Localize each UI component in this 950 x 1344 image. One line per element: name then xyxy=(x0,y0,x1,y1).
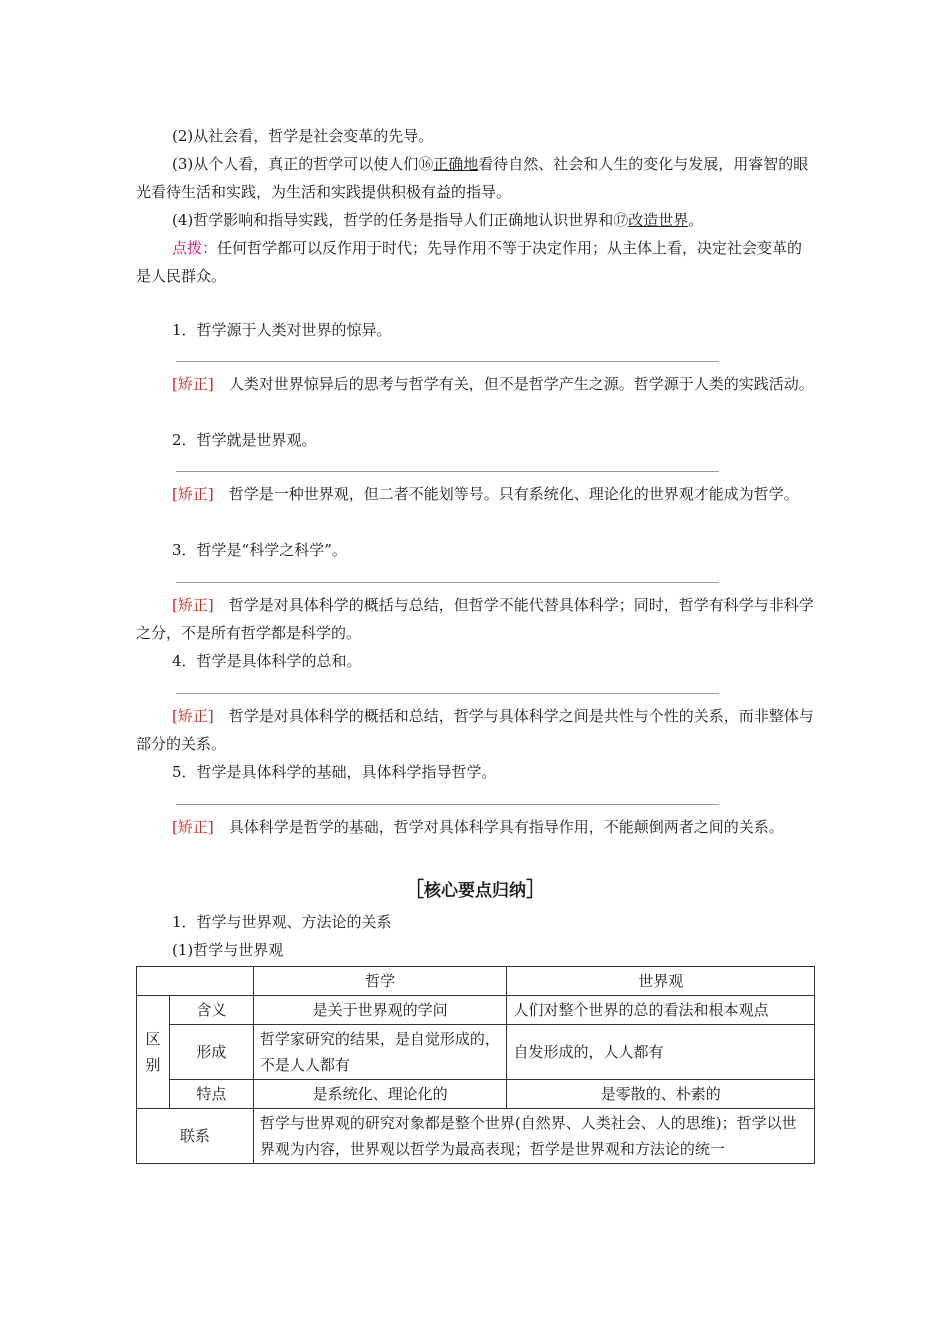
misconception-4: 4．哲学是具体科学的总和。 xyxy=(172,652,362,670)
table-row xyxy=(137,1080,815,1109)
correction-3 xyxy=(136,591,816,647)
link-label: 联系 xyxy=(137,1109,254,1164)
table-corner-cell xyxy=(137,967,254,996)
answer-line-5 xyxy=(176,804,719,805)
comparison-table xyxy=(136,966,815,1164)
row-cell-philosophy: 是关于世界观的学问 xyxy=(253,996,507,1025)
answer-line-4 xyxy=(176,693,719,694)
tip-label: 点拨： xyxy=(172,239,218,257)
row-cell-philosophy: 是系统化、理论化的 xyxy=(253,1080,507,1109)
paragraph-3-end: 看待自然、社会和人生的变化与发展，用睿智的眼光看待生活和实践，为生活和实践提供积极有益的指导。 xyxy=(136,155,809,201)
correction-text: 哲学是一种世界观，但二者不能划等号。只有系统化、理论化的世界观才能成为哲学。 xyxy=(228,485,799,503)
group-label-difference: 区别 xyxy=(137,996,170,1109)
row-cell-worldview: 自发形成的，人人都有 xyxy=(507,1025,815,1080)
bracket-left: ［ xyxy=(404,877,424,901)
section-title: 核心要点归纳 xyxy=(424,881,526,901)
header-philosophy: 哲学 xyxy=(253,967,507,996)
correction-label: [矫正] xyxy=(172,707,214,725)
row-label: 特点 xyxy=(169,1080,253,1109)
correction-text: 人类对世界惊异后的思考与哲学有关，但不是哲学产生之源。哲学源于人类的实践活动。 xyxy=(228,375,814,393)
bracket-right: ］ xyxy=(526,877,546,901)
answer-17: 改造世界 xyxy=(628,211,689,229)
paragraph-4-end: 。 xyxy=(688,211,704,229)
point-1: 1．哲学与世界观、方法论的关系 xyxy=(172,913,392,931)
correction-label: [矫正] xyxy=(172,596,214,614)
correction-2 xyxy=(136,480,816,508)
tip-paragraph xyxy=(136,234,816,290)
correction-label: [矫正] xyxy=(172,818,214,836)
table-row xyxy=(137,996,815,1025)
correction-1 xyxy=(136,370,816,398)
paragraph-4 xyxy=(136,206,816,234)
correction-label: [矫正] xyxy=(172,485,214,503)
correction-text: 哲学是对具体科学的概括和总结，哲学与具体科学之间是共性与个性的关系，而非整体与部分的关系。 xyxy=(136,707,814,753)
section-heading xyxy=(380,876,570,904)
table-row-link xyxy=(137,1109,815,1164)
correction-label: [矫正] xyxy=(172,375,214,393)
misconception-2: 2．哲学就是世界观。 xyxy=(172,431,317,449)
correction-5 xyxy=(136,813,816,841)
answer-line-2 xyxy=(176,471,719,472)
table-row xyxy=(137,1025,815,1080)
correction-4 xyxy=(136,702,816,758)
paragraph-3-start: (3)从个人看，真正的哲学可以使人们⑯ xyxy=(172,155,434,173)
row-label: 形成 xyxy=(169,1025,253,1080)
misconception-3: 3．哲学是“科学之科学”。 xyxy=(172,541,347,559)
row-cell-philosophy: 哲学家研究的结果，是自觉形成的，不是人人都有 xyxy=(253,1025,507,1080)
correction-text: 哲学是对具体科学的概括与总结，但哲学不能代替具体科学；同时，哲学有科学与非科学之分，不是所有哲学都是科学的。 xyxy=(136,596,814,642)
answer-16: 正确地 xyxy=(433,155,479,173)
link-text: 哲学与世界观的研究对象都是整个世界(自然界、人类社会、人的思维)；哲学以世界观为内容，世界观以哲学为最高表现；哲学是世界观和方法论的统一 xyxy=(253,1109,814,1164)
misconception-1: 1．哲学源于人类对世界的惊异。 xyxy=(172,321,392,339)
header-worldview: 世界观 xyxy=(507,967,815,996)
table-header-row xyxy=(137,967,815,996)
correction-text: 具体科学是哲学的基础，哲学对具体科学具有指导作用，不能颠倒两者之间的关系。 xyxy=(228,818,784,836)
tip-text: 任何哲学都可以反作用于时代；先导作用不等于决定作用；从主体上看，决定社会变革的是人民群众。 xyxy=(136,239,803,285)
answer-line-1 xyxy=(176,361,719,362)
misconception-5: 5．哲学是具体科学的基础，具体科学指导哲学。 xyxy=(172,763,497,781)
row-label: 含义 xyxy=(169,996,253,1025)
paragraph-2: (2)从社会看，哲学是社会变革的先导。 xyxy=(172,127,434,145)
answer-line-3 xyxy=(176,582,719,583)
row-cell-worldview: 人们对整个世界的总的看法和根本观点 xyxy=(507,996,815,1025)
paragraph-3 xyxy=(136,150,816,206)
paragraph-4-start: (4)哲学影响和指导实践，哲学的任务是指导人们正确地认识世界和⑰ xyxy=(172,211,629,229)
sub-point-1: (1)哲学与世界观 xyxy=(172,941,284,959)
row-cell-worldview: 是零散的、朴素的 xyxy=(507,1080,815,1109)
